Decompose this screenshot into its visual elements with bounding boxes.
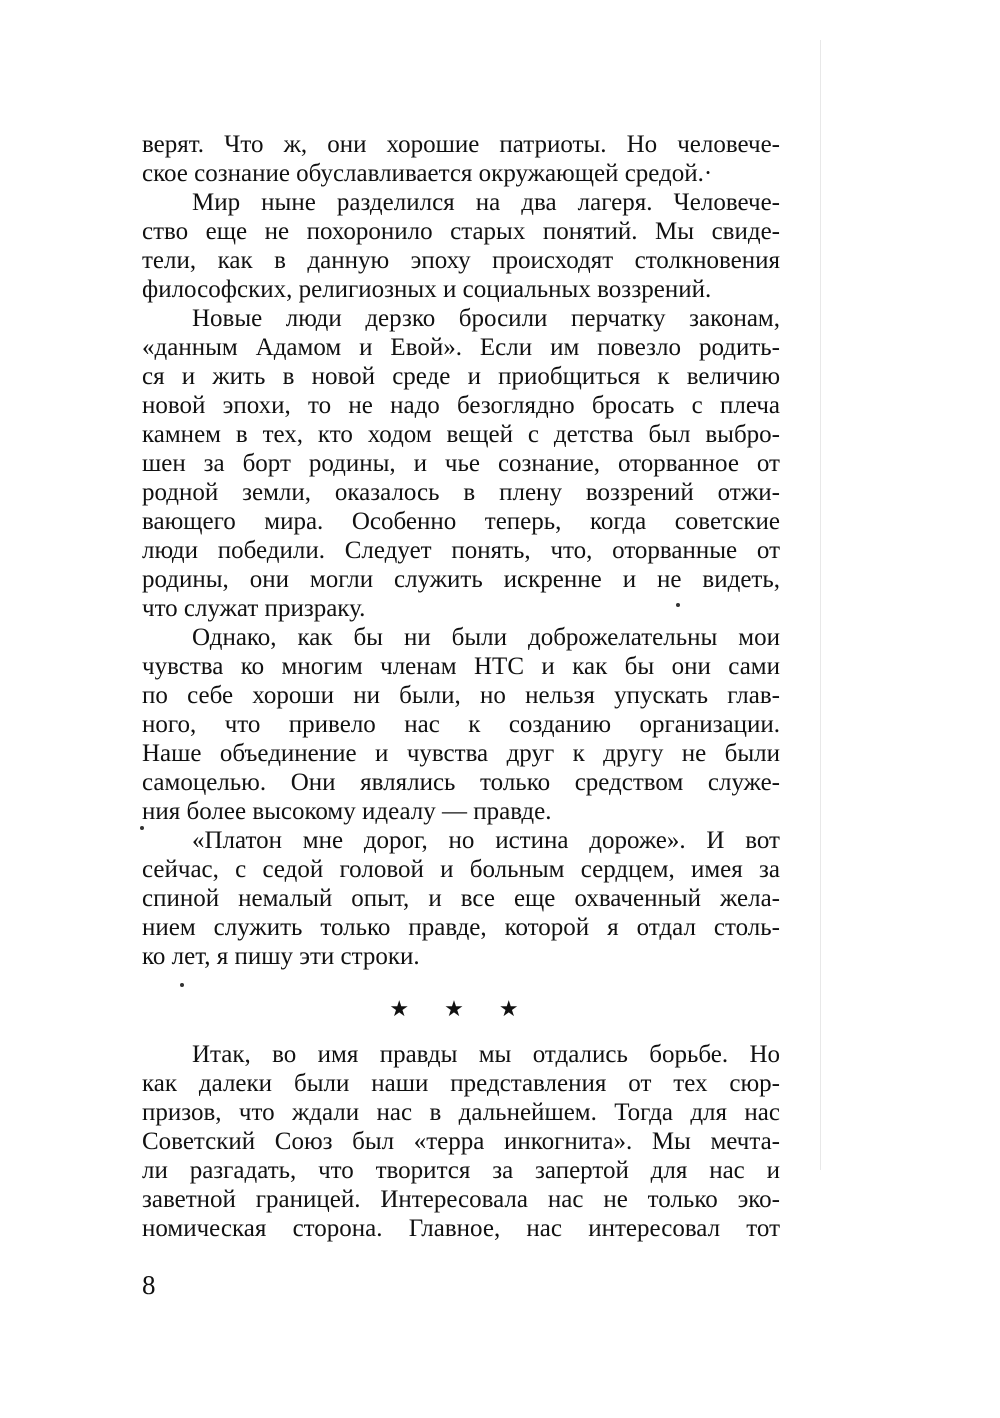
text-line: самоцелью. Они являлись только средством служе-	[142, 769, 780, 796]
text-line: ния более высокому идеалу — правде.	[142, 798, 552, 825]
text-line: Наше объединение и чувства друг к другу не были	[142, 740, 780, 767]
text-line: заветной границей. Интересовала нас не только эко-	[142, 1186, 780, 1213]
text-line: «данным Адамом и Евой». Если им повезло родить-	[142, 334, 780, 361]
text-line: вающего мира. Особенно теперь, когда советские	[142, 508, 780, 535]
text-line: спиной немалый опыт, и все еще охваченный жела-	[142, 885, 780, 912]
text-line: «Платон мне дорог, но истина дороже». И вот	[192, 827, 780, 854]
text-line: философских, религиозных и социальных воззрений.	[142, 276, 712, 303]
text-line: Итак, во имя правды мы отдались борьбе. Но	[192, 1041, 780, 1068]
scan-speck	[140, 826, 144, 830]
text-line: родной земли, оказалось в плену воззрений отжи-	[142, 479, 780, 506]
text-line: ство еще не похоронило старых понятий. Мы свиде-	[142, 218, 780, 245]
body-text-block-1	[142, 130, 780, 971]
text-line: Новые люди дерзко бросили перчатку законам,	[192, 305, 780, 332]
text-line: как далеки были наши представления от тех сюр-	[142, 1070, 780, 1097]
text-line: верят. Что ж, они хорошие патриоты. Но человече-	[142, 131, 780, 158]
section-separator: ★ ★ ★	[389, 997, 533, 1022]
text-line: люди победили. Следует понять, что, оторванные от	[142, 537, 780, 564]
text-line: Однако, как бы ни были доброжелательны мои	[192, 624, 780, 651]
text-line: Советский Союз был «терра инкогнита». Мы мечта-	[142, 1128, 780, 1155]
text-line: нием служить только правде, которой я отдал столь-	[142, 914, 780, 941]
text-line: камнем в тех, кто ходом вещей с детства был выбро-	[142, 421, 780, 448]
text-line: родины, они могли служить искренне и не видеть,	[142, 566, 780, 593]
scan-edge-line	[820, 40, 821, 1170]
text-line: призов, что ждали нас в дальнейшем. Тогда для нас	[142, 1099, 780, 1126]
text-line: ское сознание обуславливается окружающей средой.·	[142, 160, 713, 187]
text-line: тели, как в данную эпоху происходят столкновения	[142, 247, 780, 274]
text-line: сейчас, с седой головой и больным сердцем, имея за	[142, 856, 780, 883]
scan-speck	[676, 603, 680, 607]
scan-speck	[180, 983, 184, 987]
text-line: по себе хороши ни были, но нельзя упускать глав-	[142, 682, 780, 709]
text-line: ся и жить в новой среде и приобщиться к величию	[142, 363, 780, 390]
text-line: новой эпохи, то не надо безоглядно бросать с плеча	[142, 392, 780, 419]
text-line: шен за борт родины, и чье сознание, оторванное от	[142, 450, 780, 477]
body-text-block-2	[142, 1040, 780, 1243]
page-number: 8	[142, 1270, 156, 1300]
text-line: ного, что привело нас к созданию организации.	[142, 711, 780, 738]
text-line: номическая сторона. Главное, нас интересовал тот	[142, 1215, 780, 1242]
text-line: что служат призраку.	[142, 595, 366, 622]
text-line: чувства ко многим членам НТС и как бы они сами	[142, 653, 780, 680]
text-line: ли разгадать, что творится за запертой для нас и	[142, 1157, 780, 1184]
text-line: Мир ныне разделился на два лагеря. Человече-	[192, 189, 780, 216]
text-line: ко лет, я пишу эти строки.	[142, 943, 420, 970]
